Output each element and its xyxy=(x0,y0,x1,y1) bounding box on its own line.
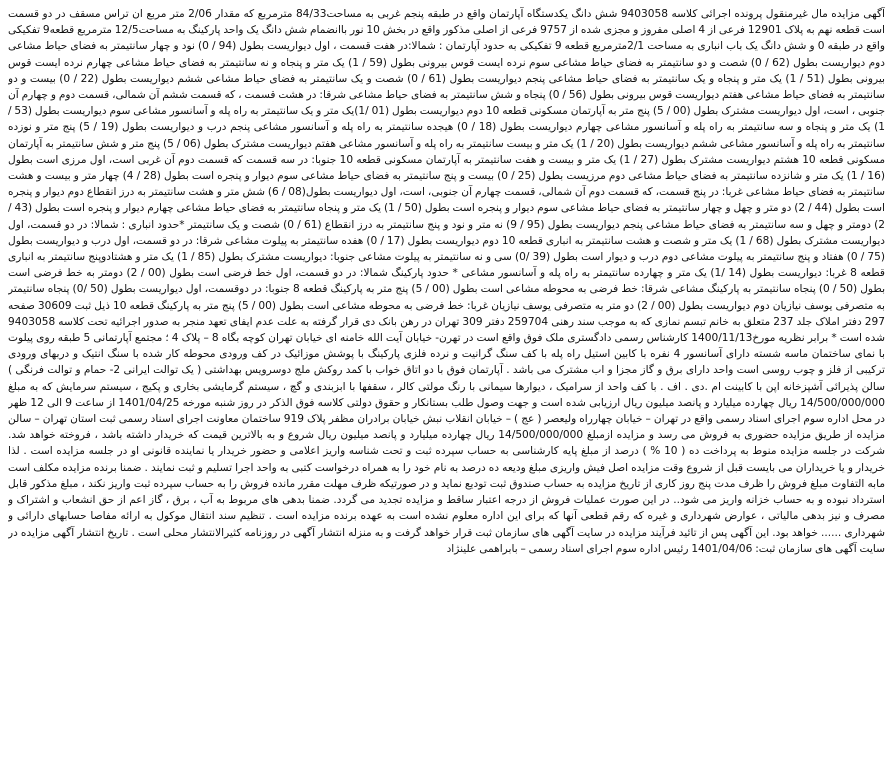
auction-notice-text: آگهی مزایده مال غیرمنقول پرونده اجرائی کلاسه 9403058 شش دانگ یکدستگاه آپارتمان واقع در طبقه پنجم غربی به مساحت84/33 مترمربع که مقدار 2/06 متر مربع ان تراس مسقف در دو قسمت است قطعه نهم به پلاک 12901 فرعی از 4 اصلی مفروز و مجزی شده از 9757 فرعی از اصلی مذکور واقع در بخش 10 نور باانضمام شش دانگ یک واحد پارکینگ به مساحت12/5 مترمربع قطعه9 تفکیکی واقع در طبقه 0 و شش دانگ یک باب انباری به مساحت 2/1مترمربع قطعه 9 تفکیکی به حدود آپارتمان : شمالا:در هفت قسمت ، اول دیواریست بطول (94 / 0) نود و چهار سانتیمتر به فضای حیاط مشاعی دوم دیواریست بطول (62 / 0) شصت و دو سانتیمتر به فضای حیاط مشاعی سوم نرده ایست قوس بیرونی بطول (59 / 1) یک متر و پنجاه و نه سانتیمتر به فضای حیاط مشاعی چهارم نرده ایست قوس بیرونی بطول (51 / 1) یک متر و پنجاه و یک سانتیمتر به فضای حیاط مشاعی پنجم دیواریست بطول (61 / 0) شصت و یک سانتیمتر به فضای حیاط مشاعی ششم دیواریست بطول (22 / 0) بیست و دو سانتیمتر به فضای حیاط مشاعی هفتم دیواریست قوس بیرونی بطول (56 / 0) پنجاه و شش سانتیمتر به فضای حیاط مشاعی شرقا: در هشت قسمت ، که قسمت ششم آن شمالی، قسمت دوم و چهارم آن جنوبی ، است، اول دیواریست مشترک بطول (00 / 5) پنج متر به آپارتمان مسکونی قطعه 10 دوم دیواریست بطول (01 /1)یک متر و یک سانتیمتر به راه پله و آسانسور مشاعی سوم دیواریست بطول (53 / 1) یک متر و پنجاه و سه سانتیمتر به راه پله و آسانسور مشاعی چهارم دیواریست بطول (18 / 0) هیجده سانتیمتر به راه پله و آسانسور مشاعی پنجم درب و دیواریست بطول (19 / 5) پنج متر و نوزده سانتیمتر به راه پله و آسانسور مشاعی ششم دیواریست بطول (20 / 1) یک متر و بیست سانتیمتر به راه پله و آسانسور مشاعی هفتم دیواریست مشترک بطول (06 / 5) پنج متر و شش سانتیمتر به آپارتمان مسکونی قطعه 10 هشتم دیواریست مشترک بطول (27 / 1) یک متر و بیست و هفت سانتیمتر به آپارتمان مسکونی قطعه 10 جنوبا: در سه قسمت که قسمت دوم آن غربی است، اول مرزی است بطول (16 / 1) یک متر و شانزده سانتیمتر به فضای حیاط مشاعی دوم مرزیست بطول (25 / 0) بیست و پنج سانتیمتر به فضای حیاط مشاعی سوم دیوار و پنجره است بطول (28 / 4) چهار متر و بیست و هشت سانتیمتر به فضای حیاط مشاعی غربا: در پنج قسمت، که قسمت دوم آن شمالی، قسمت چهارم آن جنوبی، است، اول دیواریست بطول(08 / 6) شش متر و هشت سانتیمتر به درز انقطاع دوم دیوار و پنجره است بطول (44 / 2) دو متر و چهل و چهار سانتیمتر به فضای حیاط مشاعی سوم دیوار و پنجره است بطول (50 / 1) یک متر و پنجاه سانتیمتر به فضای حیاط مشاعی چهارم دیوار و پنجره است بطول (43 / 2) دومتر و چهل و سه سانتیمتر به فضای حیاط مشاعی پنجم دیواریست بطول (95 / 9) نه متر و نود و پنج سانتیمتر به درز انقطاع (61 / 0) شصت و یک سانتیمتر *حدود انباری : شمالا: در دو قسمت، اول دیواریست مشترک بطول (68 / 1) یک متر و شصت و هشت سانتیمتر به انباری قطعه 10 دوم دیواریست بطول (17 / 0) هفده سانتیمتر به پیلوت مشاعی شرقا: در دو قسمت، اول درب و دیواریست بطول (75 / 0) هفتاد و پنج سانتیمتر به پیلوت مشاعی دوم درب و دیوار است بطول (39 /0) سی و نه سانتیمتر به پیلوت مشاعی جنوبا: دیواریست مشترک بطول (85 / 1) یک متر و هشتادوپنج سانتیمتر به انباری قطعه 8 غربا: دیواریست بطول (14 /1) یک متر و چهارده سانتیمتر به راه پله و آسانسور مشاعی * حدود پارکینگ شمالا: در دو قسمت، اول خط فرضی است بطول (00 / 2) دومتر به خط فرضی است بطول (50 / 0) پنجاه سانتیمتر به پارکینگ مشاعی شرقا: خط فرضی به محوطه مشاعی است بطول (00 / 5) پنج متر به پارکینگ قطعه 8 جنوبا: در دوقسمت، اول دیواریست بطول (50 /0) پنجاه سانتیمتر به متصرفی یوسف نیازیان دوم دیواریست بطول (00 / 2) دو متر به متصرفی یوسف نیازیان غربا: خط فرضی به محوطه مشاعی است بطول (00 / 5) پنج متر به پارکینگ قطعه 10 ذیل ثبت 30609 صفحه 297 دفتر املاک جلد 237 متعلق به خانم تبسم نمازی که به موجب سند رهنی 259704 دفتر 309 تهران در رهن بانک دی قرار گرفته به علت عدم ایفای تعهد منجر به صدور اجرائیه تحت کلاسه 9403058 شده است * برابر نظریه مورخ1400/11/13 کارشناس رسمی دادگستری ملک فوق واقع است در تهرن- خیابان آیت الله خامنه ای خیابان تهران کوچه بگاه 8 – پلاک 4 ؛ مجتمع آپارتمانی 5 طبقه روی پیلوت با نمای ساختمان ماسه شسته دارای آسانسور 4 نفره با کابین استیل راه پله با کف سنگ گرانیت و نرده فلزی پارکینگ با پوشش موزائیک در کف ورودی محوطه کار شده با سنگ انتیک و دربهای ورودی ترکیبی از فلز و چوب روسی است واحد دارای برق و گاز مجزا و اب مشترک می باشد . آپارتمان فوق با دو اتاق خواب با کمد روکش ملج دوسرویس بهداشتی ( یک توالت ایرانی 2- حمام و توالت فرنگی ) سالن پذیرائی آشپزخانه اپن با کابینت ام .دی . اف . با کف واحد از سرامیک ، دیوارها سیمانی با رنگ مولتی کالر ، سقفها با ابزبندی و گچ ، سیستم گرمایشی بخاری و پکیج ، سیستم سرمایش که به مبلغ 14/500/000/000 ریال چهارده میلیارد و پانصد میلیون ریال ارزیابی شده است و جهت وصول طلب بستانکار و حقوق دولتی کلاسه فوق الذکر در روز شنبه مورخه 1401/04/25 از ساعت 9 الی 12 ظهر در محل اداره سوم اجرای اسناد رسمی واقع در تهران – خیابان چهارراه ولیعصر ( عج ) – خیابان انقلاب نبش خیابان برادران مظفر پلاک 919 ساختمان معاونت اجرای اسناد رسمی ثبت استان تهران – سالن مزایده از طریق مزایده حضوری به فروش می رسد و مزایده ازمبلغ 14/500/000/000 ریال چهارده میلیارد و پانصد میلیون ریال شروع و به بالاترین قیمت که خریدار داشته باشد ، فروخته خواهد شد. شرکت در جلسه مزایده منوط به پرداخت ده ( 10 % ) درصد از مبلغ پایه کارشناسی به حساب سپرده ثبت و تحت شناسه واریز اعلامی و حضور خریدار یا نماینده قانونی او در جلسه مزایده است . لذا خریدار و یا خریداران می بایست قبل از شروع وقت مزایده اصل فیش واریزی مبلغ ودیعه ده درصد به نام خود را به همراه درخواست کتبی به واحد اجرا تسلیم و ثبت نمایند . ضمنا برنده مزایده مکلف است مابه التفاوت مبلغ فروش را ظرف مدت پنج روز کاری از تاریخ مزایده به حساب صندوق ثبت تودیع نماید و در صورتیکه ظرف مهلت مقرر مانده فروش را به حساب سپرده ثبت واریز نکند ، مبلغ مذکور قابل استرداد نبوده و به حساب خزانه واریز می شود.. در این صورت عملیات فروش از درجه اعتبار ساقط و مزایده تجدید می گردد. ضمنا بدهی های مربوط به آب ، برق ، گاز اعم از حق انشعاب و اشتراک و مصرف و نیز بدهی مالیاتی ، عوارض شهرداری و غیره که رقم قطعی آنها که برای این اداره معلوم نشده است به عهده برنده مزایده است . تنظیم سند انتقال موکول به ارائه مفاصا حسابهای دارائی و شهرداری ...... خواهد بود. این آگهی پس از تائید فرآیند مزایده در سایت آگهی های سازمان ثبت قرار خواهد گرفت و به منزله انتشار آگهی در روزنامه کثیرالانتشار محلی است . تاریخ انتشار آگهی مزایده در سایت آگهی های سازمان ثبت: 1401/04/06 رئیس اداره سوم اجرای اسناد رسمی – بابراهمی علینژاد xyxy=(8,8,885,555)
